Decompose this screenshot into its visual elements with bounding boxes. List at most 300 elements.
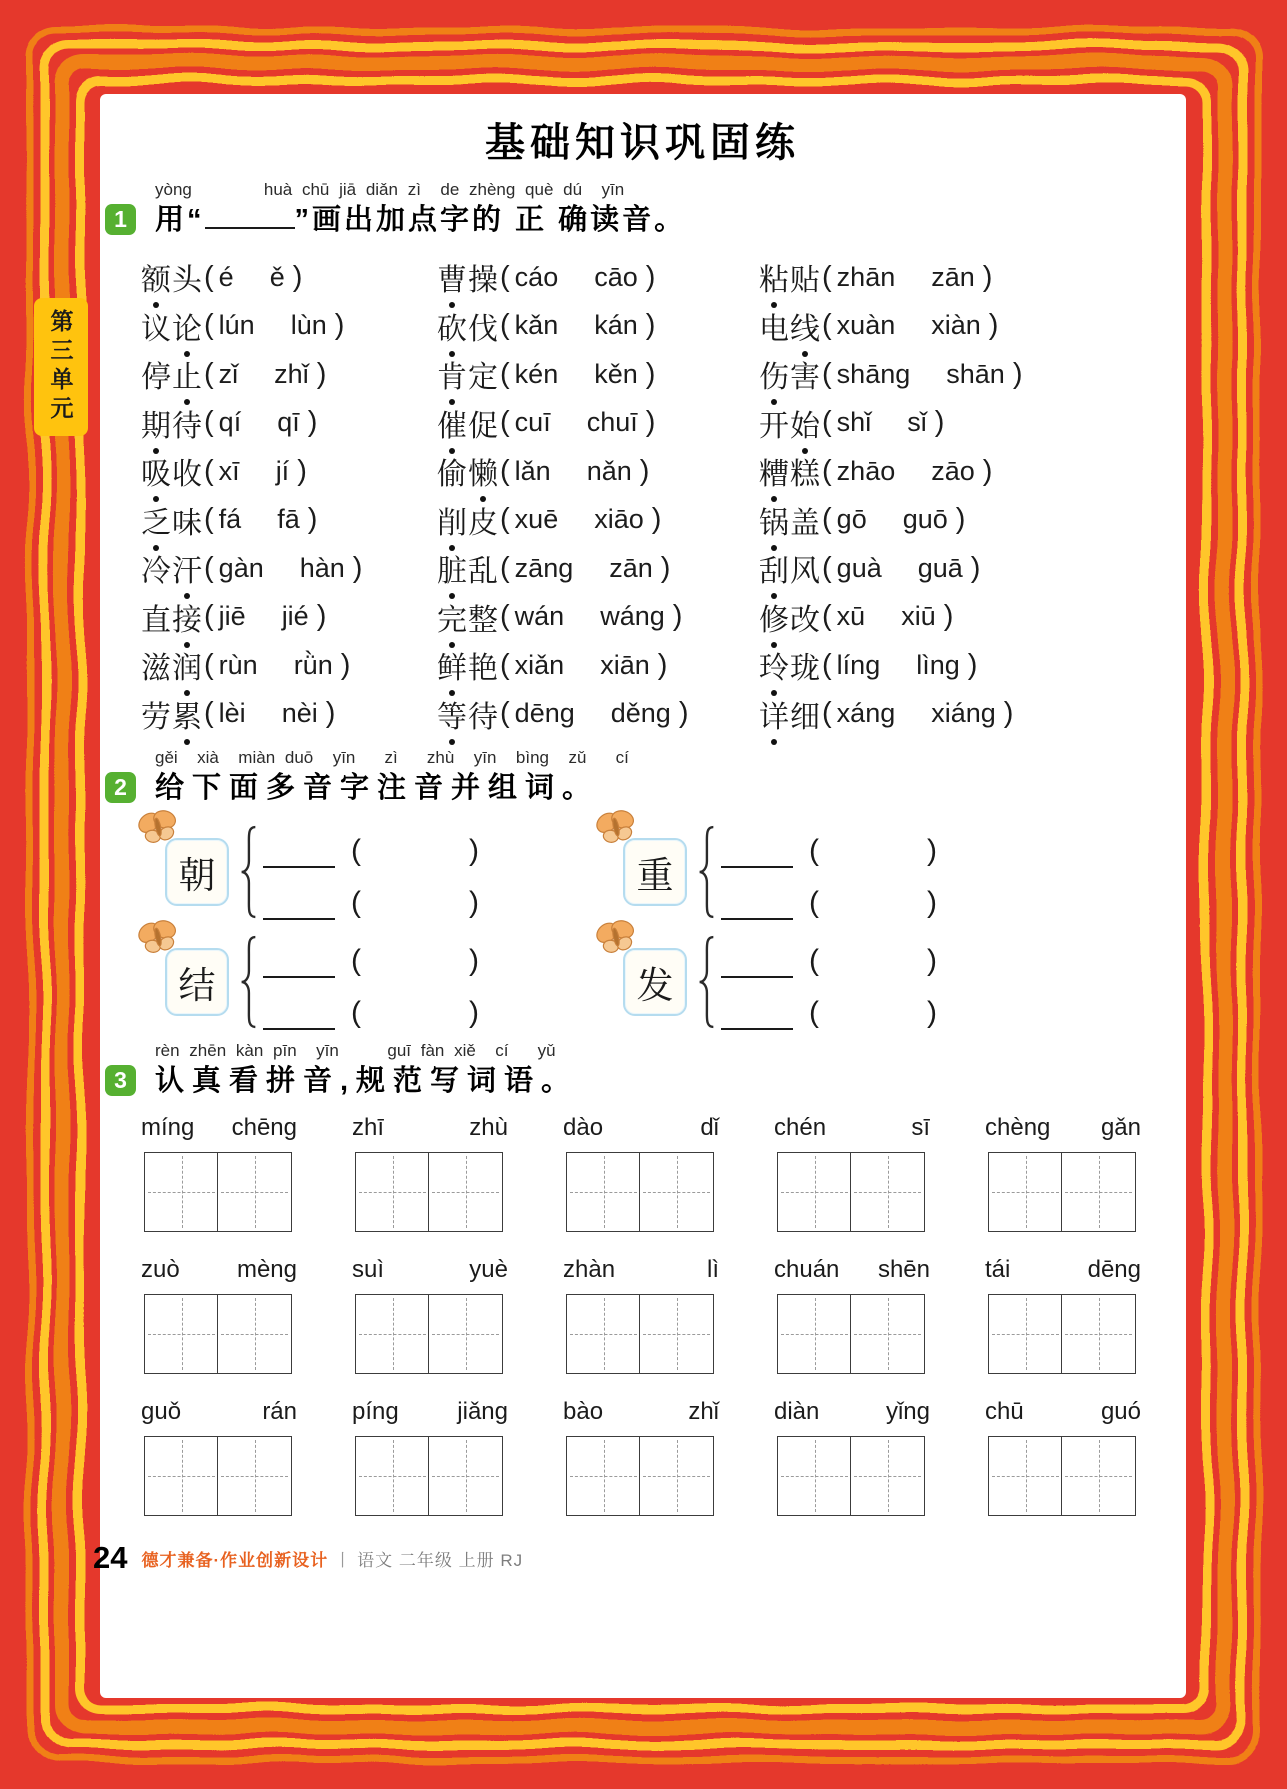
dotted-character: 曹 (437, 255, 467, 299)
character: 盖 (790, 506, 820, 540)
character: 伐 (468, 312, 498, 346)
word-text (759, 449, 821, 493)
writing-row (135, 1114, 1147, 1232)
dotted-character: 砍 (437, 304, 467, 348)
paren-close: ) (297, 454, 307, 487)
pinyin-label (768, 1256, 936, 1284)
writing-column (346, 1114, 514, 1232)
paren-close: ) (982, 260, 993, 293)
pinyin-option-1[interactable]: é (218, 261, 234, 292)
pinyin-option-1[interactable]: lǎn (514, 455, 551, 486)
word-text (141, 449, 203, 493)
page-footer (93, 1540, 1180, 1576)
pinyin-options[interactable] (204, 503, 317, 536)
pinyin-option-2[interactable]: sǐ (907, 407, 927, 438)
writing-cell[interactable] (566, 1294, 641, 1374)
writing-cell[interactable] (777, 1436, 852, 1516)
pinyin-option-2[interactable]: fā (277, 504, 300, 535)
polyphone-charbox: 结 (165, 948, 229, 1016)
writing-grid (144, 1294, 294, 1374)
section-3-number-badge: 3 (105, 1065, 136, 1096)
word-text (759, 546, 821, 590)
word-text (141, 643, 203, 687)
paren-open: ( (500, 260, 510, 293)
writing-cell[interactable] (988, 1436, 1063, 1516)
paren-close: ) (325, 697, 336, 730)
paren-close: ) (352, 551, 363, 584)
word-item (759, 302, 1089, 351)
paren-close: ) (316, 357, 327, 390)
pinyin-label (979, 1114, 1147, 1142)
word-item (141, 302, 437, 351)
word-item (759, 690, 1089, 739)
pinyin-option-2[interactable]: jí (275, 455, 290, 486)
pinyin-option-2[interactable]: ě (269, 261, 285, 292)
pinyin-options[interactable] (822, 600, 953, 633)
writing-cell[interactable] (217, 1152, 292, 1232)
pinyin-options[interactable] (822, 358, 1022, 391)
word-item (437, 253, 759, 302)
pinyin-option-2[interactable]: guā (917, 552, 963, 583)
character: 冷 (141, 555, 171, 589)
dotted-character: 懒 (468, 449, 498, 493)
paren-close: ) (1012, 357, 1023, 390)
pinyin-option-1[interactable]: rùn (218, 649, 258, 680)
pinyin-option-1[interactable]: kén (514, 358, 559, 389)
pinyin-syllable: dǐ (700, 1114, 719, 1141)
answer-entry: ( ) (721, 934, 937, 978)
paren-close: ) (970, 551, 981, 584)
pinyin-syllable: míng (141, 1114, 195, 1141)
pinyin-option-1[interactable]: fá (218, 504, 242, 535)
pinyin-option-2[interactable]: jié (281, 601, 309, 632)
dotted-character: 详 (759, 692, 789, 736)
paren-open: ( (822, 260, 832, 293)
writing-column (135, 1114, 303, 1232)
pinyin-options[interactable] (500, 261, 655, 294)
word-text (437, 595, 499, 639)
pinyin-options[interactable] (500, 600, 682, 633)
pinyin-syllable: shēn (877, 1256, 930, 1283)
pinyin-option-2[interactable]: guō (902, 504, 948, 535)
pinyin-options[interactable] (204, 309, 344, 342)
answer-entries (263, 934, 479, 1030)
pinyin-option-1[interactable]: zhāo (836, 455, 896, 486)
writing-cell[interactable] (777, 1294, 852, 1374)
paren-open: ( (500, 551, 510, 584)
paren-close: ) (678, 697, 689, 730)
footer-edition-info: 语文 二年级 上册 RJ (357, 1550, 524, 1570)
paren-open: ( (204, 309, 214, 342)
dotted-character: 伤 (759, 352, 789, 396)
word-text (759, 304, 821, 348)
writing-cell[interactable] (428, 1436, 503, 1516)
pinyin-syllable: suì (352, 1256, 385, 1283)
pinyin-options[interactable] (822, 503, 965, 536)
pinyin-option-2[interactable]: xiáng (931, 698, 996, 729)
writing-cell[interactable] (850, 1152, 925, 1232)
pinyin-blank[interactable] (721, 832, 793, 868)
pinyin-options[interactable] (500, 358, 655, 391)
writing-cell[interactable] (566, 1436, 641, 1516)
pinyin-option-2[interactable]: xiàn (931, 310, 981, 341)
pinyin-options[interactable] (204, 552, 362, 585)
pinyin-label (979, 1398, 1147, 1426)
pinyin-option-1[interactable]: cáo (514, 261, 559, 292)
character: 收 (172, 458, 202, 492)
word-item (759, 399, 1089, 448)
pinyin-option-1[interactable]: dēng (514, 698, 575, 729)
pinyin-options[interactable] (204, 406, 317, 439)
pinyin-option-2[interactable]: qī (277, 407, 300, 438)
pinyin-option-2[interactable]: shān (946, 358, 1005, 389)
polyphone-item (597, 933, 1180, 1031)
paren-close: ) (651, 503, 662, 536)
writing-column (346, 1256, 514, 1374)
character: 待 (172, 409, 202, 443)
pinyin-syllable: guǒ (141, 1398, 182, 1425)
character: 艳 (468, 652, 498, 686)
writing-grid (777, 1152, 927, 1232)
answer-entries (721, 824, 937, 920)
pinyin-option-2[interactable]: zān (931, 261, 975, 292)
writing-cell[interactable] (144, 1294, 219, 1374)
writing-column (346, 1398, 514, 1516)
pinyin-option-1[interactable]: xuē (514, 504, 559, 535)
pinyin-options[interactable] (822, 552, 980, 585)
pinyin-options[interactable] (500, 697, 689, 730)
dotted-character: 刮 (759, 546, 789, 590)
paren-open: ( (500, 406, 510, 439)
word-text (437, 255, 499, 299)
paren-close: ) (660, 551, 671, 584)
pinyin-options[interactable] (204, 455, 307, 488)
pinyin-option-2[interactable]: chuī (586, 407, 638, 438)
word-item (141, 399, 437, 448)
pinyin-option-2[interactable]: wáng (600, 601, 665, 632)
pinyin-option-2[interactable]: lìng (916, 649, 960, 680)
pinyin-option-2[interactable]: kán (594, 310, 638, 341)
writing-column (979, 1256, 1147, 1374)
writing-cell[interactable] (217, 1436, 292, 1516)
pinyin-syllable: zhàn (563, 1256, 616, 1283)
word-item (141, 593, 437, 642)
paren-close: ) (988, 309, 999, 342)
writing-cell[interactable] (777, 1152, 852, 1232)
polyphone-charbox: 重 (623, 838, 687, 906)
pinyin-option-1[interactable]: wán (514, 601, 565, 632)
pinyin-label (135, 1398, 303, 1426)
writing-cell[interactable] (428, 1294, 503, 1374)
pinyin-option-2[interactable]: lùn (290, 310, 327, 341)
writing-column (768, 1114, 936, 1232)
pinyin-label (979, 1256, 1147, 1284)
dotted-character: 锅 (759, 498, 789, 542)
paren-open: ( (500, 454, 510, 487)
pinyin-options[interactable] (500, 503, 661, 536)
pinyin-blank[interactable] (263, 942, 335, 978)
pinyin-option-2[interactable]: xiū (901, 601, 936, 632)
pinyin-syllable: zuò (141, 1256, 180, 1283)
paren-close: ) (645, 309, 656, 342)
word-text (759, 352, 821, 396)
pinyin-option-1[interactable]: lún (218, 310, 255, 341)
pinyin-options[interactable] (204, 600, 326, 633)
writing-cell[interactable] (639, 1436, 714, 1516)
word-text (759, 401, 821, 445)
paren-open: ( (822, 697, 832, 730)
paren-open: ( (500, 697, 510, 730)
writing-grid (777, 1294, 927, 1374)
pinyin-options[interactable] (822, 697, 1013, 730)
pinyin-option-2[interactable]: cāo (594, 261, 638, 292)
pinyin-syllable: gǎn (1100, 1114, 1141, 1141)
dotted-character: 线 (790, 304, 820, 348)
pinyin-options[interactable] (822, 261, 992, 294)
writing-grid (355, 1436, 505, 1516)
pinyin-writing-rows (135, 1114, 1147, 1516)
pinyin-option-1[interactable]: xiǎn (514, 649, 565, 680)
pinyin-syllable: bào (563, 1398, 604, 1425)
pinyin-options[interactable] (822, 649, 977, 682)
pinyin-option-2[interactable]: rǜn (293, 649, 333, 680)
pinyin-option-1[interactable]: lèi (218, 698, 246, 729)
character: 贴 (790, 264, 820, 298)
pinyin-label (768, 1114, 936, 1142)
pinyin-syllable: chèng (985, 1114, 1051, 1141)
writing-grid (988, 1294, 1138, 1374)
writing-cell[interactable] (428, 1152, 503, 1232)
writing-cell[interactable] (1061, 1294, 1136, 1374)
writing-grid (988, 1152, 1138, 1232)
writing-cell[interactable] (566, 1152, 641, 1232)
word-text (437, 692, 499, 736)
paren-close: ) (943, 600, 954, 633)
word-item (759, 447, 1089, 496)
word-item (759, 641, 1089, 690)
pinyin-option-1[interactable]: gàn (218, 552, 264, 583)
word-text (437, 304, 499, 348)
pinyin-label (346, 1398, 514, 1426)
writing-cell[interactable] (850, 1294, 925, 1374)
pinyin-option-1[interactable]: líng (836, 649, 881, 680)
paren-open: ( (204, 454, 214, 487)
pinyin-option-1[interactable]: xū (836, 601, 866, 632)
footer-divider: 丨 (334, 1550, 352, 1570)
pinyin-option-1[interactable]: qí (218, 407, 242, 438)
pinyin-option-1[interactable]: kǎn (514, 310, 559, 341)
word-text (141, 692, 203, 736)
word-item (759, 350, 1089, 399)
pinyin-option-2[interactable]: nèi (281, 698, 318, 729)
character: 害 (790, 361, 820, 395)
character: 电 (759, 312, 789, 346)
dotted-character: 接 (172, 595, 202, 639)
paren-close: ) (307, 406, 318, 439)
writing-cell[interactable] (355, 1436, 430, 1516)
pinyin-option-2[interactable]: xiān (600, 649, 650, 680)
writing-row (135, 1398, 1147, 1516)
paren-open: ( (822, 309, 832, 342)
section-2-instruction: 给下面多音字注音并组词。 (155, 772, 600, 804)
pinyin-label (346, 1256, 514, 1284)
pinyin-syllable: tái (985, 1256, 1011, 1283)
pinyin-option-2[interactable]: kěn (594, 358, 638, 389)
writing-grid (988, 1436, 1138, 1516)
pinyin-option-2[interactable]: zān (609, 552, 653, 583)
pinyin-option-2[interactable]: zāo (931, 455, 975, 486)
paren-close: ) (1003, 697, 1014, 730)
character: 操 (468, 264, 498, 298)
pinyin-option-1[interactable]: xáng (836, 698, 896, 729)
pinyin-options[interactable] (204, 261, 302, 294)
writing-cell[interactable] (988, 1294, 1063, 1374)
writing-cell[interactable] (988, 1152, 1063, 1232)
paren-close: ) (645, 260, 656, 293)
character: 停 (141, 361, 171, 395)
dotted-character: 累 (172, 692, 202, 736)
pinyin-syllable: rán (262, 1398, 297, 1425)
character: 定 (468, 361, 498, 395)
pinyin-blank[interactable] (721, 884, 793, 920)
pinyin-option-1[interactable]: shāng (836, 358, 911, 389)
paren-open: ( (822, 357, 832, 390)
word-text (759, 595, 821, 639)
writing-column (135, 1256, 303, 1374)
pinyin-label (557, 1398, 725, 1426)
paren-open: ( (204, 260, 214, 293)
pinyin-options[interactable] (204, 649, 350, 682)
dotted-character: 修 (759, 595, 789, 639)
word-text (141, 401, 203, 445)
writing-cell[interactable] (144, 1152, 219, 1232)
word-column-3 (759, 253, 1089, 738)
pinyin-options[interactable] (500, 552, 670, 585)
writing-column (557, 1398, 725, 1516)
writing-grid (566, 1294, 716, 1374)
pinyin-option-1[interactable]: shǐ (836, 407, 872, 438)
pinyin-option-1[interactable]: guà (836, 552, 882, 583)
pinyin-options[interactable] (500, 406, 655, 439)
paren-open: ( (204, 503, 214, 536)
page-content (93, 95, 1180, 1576)
pinyin-options[interactable] (500, 309, 655, 342)
writing-grid (355, 1294, 505, 1374)
polyphone-charbox: 发 (623, 948, 687, 1016)
character: 味 (172, 506, 202, 540)
writing-grid (566, 1152, 716, 1232)
character: 开 (759, 409, 789, 443)
writing-cell[interactable] (1061, 1152, 1136, 1232)
paren-open: ( (822, 406, 832, 439)
pinyin-option-2[interactable]: zhǐ (274, 358, 309, 389)
dotted-character: 吸 (141, 449, 171, 493)
pinyin-blank[interactable] (263, 884, 335, 920)
dotted-character: 乏 (141, 498, 171, 542)
word-item (437, 302, 759, 351)
pinyin-syllable: chēng (231, 1114, 297, 1141)
word-text (141, 304, 203, 348)
pinyin-option-2[interactable]: xiāo (594, 504, 644, 535)
paren-open: ( (500, 309, 510, 342)
word-item (141, 496, 437, 545)
word-text (437, 352, 499, 396)
writing-cell[interactable] (355, 1294, 430, 1374)
paren-open: ( (500, 357, 510, 390)
word-text (141, 352, 203, 396)
word-item (437, 690, 759, 739)
pinyin-option-1[interactable]: gō (836, 504, 867, 535)
pinyin-blank[interactable] (721, 994, 793, 1030)
pinyin-option-1[interactable]: cuī (514, 407, 551, 438)
pinyin-label (346, 1114, 514, 1142)
pinyin-options[interactable] (822, 455, 992, 488)
answer-blank[interactable] (205, 201, 295, 229)
page-number: 24 (93, 1540, 128, 1575)
character: 珑 (790, 652, 820, 686)
pinyin-blank[interactable] (721, 942, 793, 978)
word-text (141, 546, 203, 590)
writing-cell[interactable] (144, 1436, 219, 1516)
writing-cell[interactable] (355, 1152, 430, 1232)
answer-entries (721, 934, 937, 1030)
writing-column (979, 1114, 1147, 1232)
writing-cell[interactable] (1061, 1436, 1136, 1516)
writing-cell[interactable] (639, 1294, 714, 1374)
word-item (437, 350, 759, 399)
pinyin-blank[interactable] (263, 994, 335, 1030)
writing-cell[interactable] (217, 1294, 292, 1374)
pinyin-syllable: dēng (1087, 1256, 1141, 1283)
paren-close: ) (967, 648, 978, 681)
polyphone-item (597, 823, 1180, 921)
pinyin-options[interactable] (204, 697, 335, 730)
writing-cell[interactable] (639, 1152, 714, 1232)
pinyin-label (135, 1256, 303, 1284)
pinyin-option-1[interactable]: zǐ (218, 358, 239, 389)
pinyin-syllable: zhī (352, 1114, 385, 1141)
writing-grid (566, 1436, 716, 1516)
word-text (437, 449, 499, 493)
character: 风 (790, 555, 820, 589)
pinyin-option-1[interactable]: zāng (514, 552, 574, 583)
page-title: 基础知识巩固练 (485, 121, 800, 165)
pinyin-option-2[interactable]: hàn (299, 552, 345, 583)
pinyin-syllable: diàn (774, 1398, 820, 1425)
writing-cell[interactable] (850, 1436, 925, 1516)
pinyin-blank[interactable] (263, 832, 335, 868)
pinyin-options[interactable] (204, 358, 326, 391)
pinyin-option-1[interactable]: zhān (836, 261, 896, 292)
pinyin-options[interactable] (822, 406, 944, 439)
word-text (759, 643, 821, 687)
pinyin-options[interactable] (500, 649, 667, 682)
pinyin-syllable: lì (707, 1256, 719, 1283)
pinyin-option-2[interactable]: nǎn (586, 455, 632, 486)
pinyin-options[interactable] (822, 309, 998, 342)
pinyin-options[interactable] (500, 455, 649, 488)
pinyin-option-1[interactable]: jiē (218, 601, 246, 632)
section-1-number-badge: 1 (105, 204, 136, 235)
dotted-character: 论 (172, 304, 202, 348)
paren-close: ) (657, 648, 668, 681)
pinyin-option-2[interactable]: děng (610, 698, 671, 729)
character: 待 (468, 700, 498, 734)
word-text (437, 498, 499, 542)
pinyin-option-1[interactable]: xī (218, 455, 240, 486)
dotted-character: 期 (141, 401, 171, 445)
pinyin-option-1[interactable]: xuàn (836, 310, 896, 341)
